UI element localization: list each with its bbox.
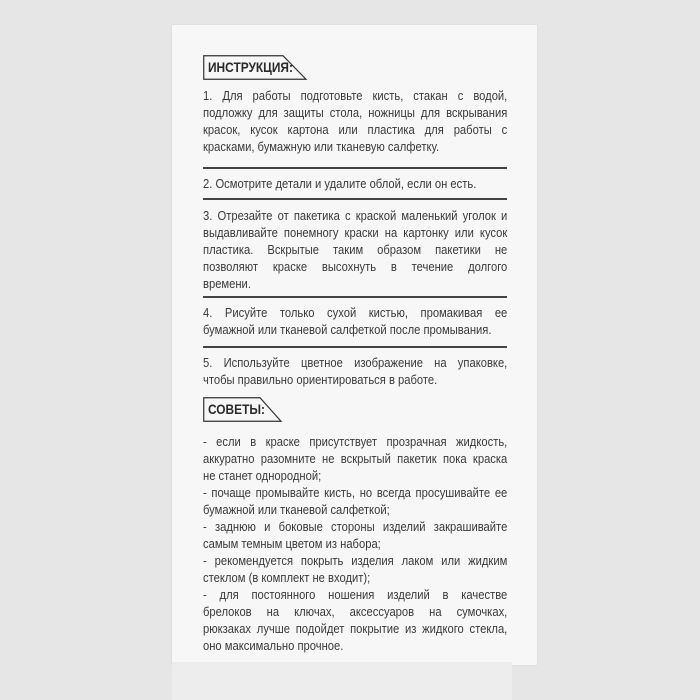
instruction-item-5 (203, 354, 507, 388)
tips-title: СОВЕТЫ: (208, 401, 265, 417)
instruction-item-3 (203, 207, 507, 292)
instruction-item-4 (203, 304, 507, 338)
tips-heading (203, 397, 283, 421)
tip-line: не станет однородной; (203, 468, 322, 483)
instruction-line: пластика. Вскрытые таким образом пакетики не (203, 242, 508, 257)
tip-line: бумажной или тканевой салфеткой; (203, 502, 390, 517)
instruction-line: 2. Осмотрите детали и удалите облой, если он есть. (203, 176, 477, 191)
tip-line: брелоков на ключах, аксессуаров на сумочках, (203, 604, 508, 619)
tip-line: - заднюю и боковые стороны изделий закрашивайте (203, 519, 508, 534)
tip-line: - почаще промывайте кисть, но всегда просушивайте ее (203, 485, 508, 500)
instructions-heading (203, 55, 308, 79)
tip-line: - для постоянного ношения изделий в качестве (203, 587, 508, 602)
instructions-title: ИНСТРУКЦИЯ: (208, 59, 293, 75)
instruction-line: 3. Отрезайте от пакетика с краской маленький уголок и (203, 208, 508, 223)
instruction-line: чтобы правильно ориентироваться в работе. (203, 372, 438, 387)
divider (203, 346, 507, 348)
divider (203, 167, 507, 169)
instruction-line: красками, бумажную или тканевую салфетку. (203, 139, 440, 154)
instruction-item-1 (203, 87, 507, 155)
tips-list (203, 433, 507, 654)
instruction-line: подложку для защиты стола, ножницы для вскрывания (203, 105, 508, 120)
tip-line: самым темным цветом из набора; (203, 536, 381, 551)
instruction-line: 4. Рисуйте только сухой кистью, промакивая ее (203, 305, 508, 320)
tip-line: оно максимально прочное. (203, 638, 344, 653)
instruction-sheet (172, 25, 537, 665)
instruction-item-2 (203, 175, 507, 192)
tip-line: рюкзаках лучше подойдет покрытие из жидкого стекла, (203, 621, 508, 636)
instruction-line: позволяют краске высохнуть в течение долгого (203, 259, 508, 274)
instruction-line: красок, кусок картона или пластика для работы с (203, 122, 508, 137)
divider (203, 296, 507, 298)
instruction-line: времени. (203, 276, 251, 291)
instruction-line: выдавливайте понемногу краски на картонку или кусок (203, 225, 508, 240)
instruction-line: бумажной или тканевой салфеткой после промывания. (203, 322, 492, 337)
tip-line: - если в краске присутствует прозрачная жидкость, (203, 434, 508, 449)
instruction-line: 5. Используйте цветное изображение на упаковке, (203, 355, 508, 370)
tip-line: аккуратно разомните не вскрытый пакетик пока краска (203, 451, 508, 466)
divider (203, 198, 507, 200)
instruction-line: 1. Для работы подготовьте кисть, стакан с водой, (203, 88, 508, 103)
paper-fold (172, 662, 512, 700)
tip-line: - рекомендуется покрыть изделия лаком или жидким (203, 553, 508, 568)
tip-line: стеклом (в комплект не входит); (203, 570, 371, 585)
